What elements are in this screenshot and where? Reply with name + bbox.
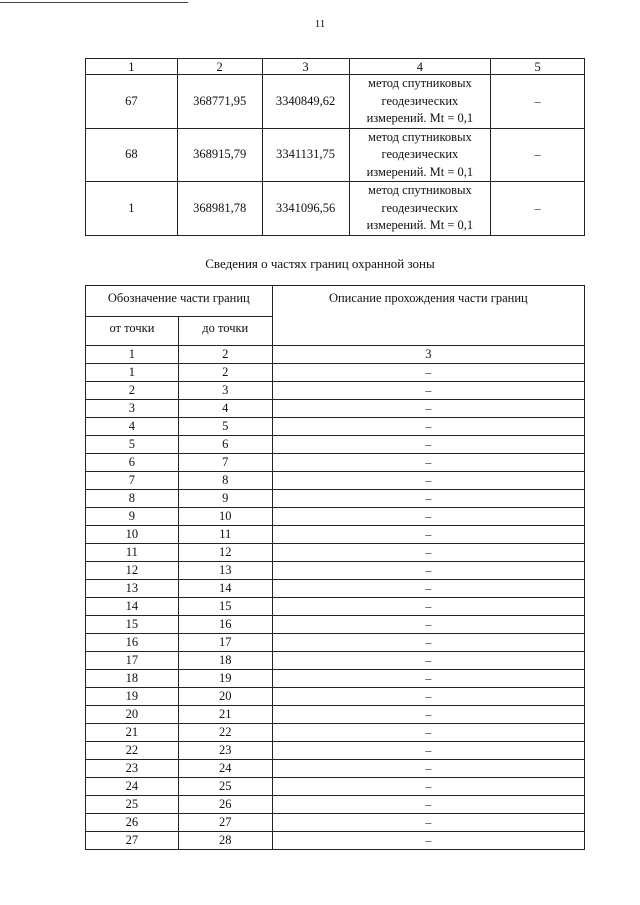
method-cell <box>349 182 491 236</box>
column-number: 2 <box>178 346 272 364</box>
to-point: 17 <box>178 634 272 652</box>
method-cell <box>349 75 491 129</box>
boundary-parts-table <box>85 285 585 850</box>
from-point: 20 <box>86 706 179 724</box>
from-point: 19 <box>86 688 179 706</box>
method-line: геодезических <box>381 147 459 161</box>
column-number: 3 <box>272 346 584 364</box>
to-point: 2 <box>178 364 272 382</box>
description-cell: – <box>272 382 584 400</box>
to-point: 28 <box>178 832 272 850</box>
column-header: 1 <box>86 59 178 75</box>
column-header: 3 <box>262 59 349 75</box>
description-cell: – <box>272 760 584 778</box>
from-point: 1 <box>86 364 179 382</box>
description-cell: – <box>272 472 584 490</box>
table-row <box>86 760 585 778</box>
method-line: измерений. Mt = 0,1 <box>366 164 474 179</box>
to-point: 25 <box>178 778 272 796</box>
table-row <box>86 490 585 508</box>
description-cell: – <box>272 418 584 436</box>
page-number: 11 <box>314 18 326 30</box>
column-number-row <box>86 346 585 364</box>
description-cell: – <box>272 724 584 742</box>
from-point: 5 <box>86 436 179 454</box>
from-point: 23 <box>86 760 179 778</box>
top-rule <box>0 2 188 3</box>
from-point: 12 <box>86 562 179 580</box>
to-point: 5 <box>178 418 272 436</box>
section-title: Сведения о частях границ охранной зоны <box>205 256 435 271</box>
table-row <box>86 670 585 688</box>
from-point: 18 <box>86 670 179 688</box>
table-row <box>86 688 585 706</box>
table-row <box>86 418 585 436</box>
description-cell: – <box>272 634 584 652</box>
to-point: 6 <box>178 436 272 454</box>
to-point: 24 <box>178 760 272 778</box>
from-point: 14 <box>86 598 179 616</box>
table-row <box>86 634 585 652</box>
column-header: 2 <box>177 59 262 75</box>
table-row <box>86 182 585 236</box>
parts-header-row <box>86 286 585 317</box>
x-coordinate: 368915,79 <box>177 128 262 182</box>
to-point: 11 <box>178 526 272 544</box>
table-row <box>86 382 585 400</box>
description-cell: – <box>272 832 584 850</box>
method-line: метод спутниковых <box>368 129 472 144</box>
from-point: 10 <box>86 526 179 544</box>
table-row <box>86 508 585 526</box>
to-point: 4 <box>178 400 272 418</box>
point-number: 68 <box>86 128 178 182</box>
method-line: измерений. Mt = 0,1 <box>366 218 474 232</box>
table-row <box>86 616 585 634</box>
description-cell: – <box>272 544 584 562</box>
table-row <box>86 778 585 796</box>
to-point: 26 <box>178 796 272 814</box>
description-cell: – <box>272 688 584 706</box>
method-line: метод спутниковых <box>368 76 472 90</box>
table-row <box>86 562 585 580</box>
table-row <box>86 544 585 562</box>
from-point: 9 <box>86 508 179 526</box>
column-header: 4 <box>349 59 491 75</box>
from-point: 24 <box>86 778 179 796</box>
description-cell: – <box>272 364 584 382</box>
to-point-header: до точки <box>178 317 272 346</box>
description-cell: – <box>272 490 584 508</box>
note-cell: – <box>491 182 585 236</box>
from-point: 7 <box>86 472 179 490</box>
from-point: 2 <box>86 382 179 400</box>
group-header: Обозначение части границ <box>86 286 273 317</box>
table-row <box>86 652 585 670</box>
description-cell: – <box>272 742 584 760</box>
table-row <box>86 472 585 490</box>
from-point: 4 <box>86 418 179 436</box>
table-row <box>86 400 585 418</box>
to-point: 13 <box>178 562 272 580</box>
table-row <box>86 706 585 724</box>
description-cell: – <box>272 400 584 418</box>
table-row <box>86 814 585 832</box>
description-cell: – <box>272 526 584 544</box>
y-coordinate: 3340849,62 <box>262 75 349 129</box>
description-cell: – <box>272 580 584 598</box>
to-point: 27 <box>178 814 272 832</box>
description-header: Описание прохождения части границ <box>272 286 584 346</box>
table-row <box>86 436 585 454</box>
y-coordinate: 3341131,75 <box>262 128 349 182</box>
x-coordinate: 368771,95 <box>177 75 262 129</box>
table-row <box>86 526 585 544</box>
description-cell: – <box>272 616 584 634</box>
method-line: метод спутниковых <box>368 183 472 197</box>
description-cell: – <box>272 562 584 580</box>
column-number: 1 <box>86 346 179 364</box>
table-row <box>86 724 585 742</box>
method-line: геодезических <box>381 200 459 215</box>
table-row <box>86 580 585 598</box>
from-point: 13 <box>86 580 179 598</box>
to-point: 21 <box>178 706 272 724</box>
table-row <box>86 598 585 616</box>
from-point: 15 <box>86 616 179 634</box>
to-point: 3 <box>178 382 272 400</box>
to-point: 23 <box>178 742 272 760</box>
to-point: 16 <box>178 616 272 634</box>
table-row <box>86 75 585 129</box>
to-point: 9 <box>178 490 272 508</box>
from-point: 16 <box>86 634 179 652</box>
from-point: 26 <box>86 814 179 832</box>
from-point: 25 <box>86 796 179 814</box>
from-point: 27 <box>86 832 179 850</box>
table-row <box>86 742 585 760</box>
description-cell: – <box>272 454 584 472</box>
description-cell: – <box>272 706 584 724</box>
table-row <box>86 128 585 182</box>
description-cell: – <box>272 598 584 616</box>
description-cell: – <box>272 508 584 526</box>
from-point: 22 <box>86 742 179 760</box>
from-point: 3 <box>86 400 179 418</box>
description-cell: – <box>272 778 584 796</box>
table-row <box>86 832 585 850</box>
to-point: 14 <box>178 580 272 598</box>
point-number: 67 <box>86 75 178 129</box>
to-point: 22 <box>178 724 272 742</box>
to-point: 8 <box>178 472 272 490</box>
coordinates-table <box>85 58 585 236</box>
column-header: 5 <box>491 59 585 75</box>
from-point: 17 <box>86 652 179 670</box>
note-cell: – <box>491 128 585 182</box>
to-point: 18 <box>178 652 272 670</box>
to-point: 15 <box>178 598 272 616</box>
y-coordinate: 3341096,56 <box>262 182 349 236</box>
method-line: геодезических <box>381 93 459 108</box>
to-point: 12 <box>178 544 272 562</box>
from-point: 21 <box>86 724 179 742</box>
description-cell: – <box>272 652 584 670</box>
coordinates-header-row <box>86 59 585 75</box>
description-cell: – <box>272 796 584 814</box>
description-cell: – <box>272 436 584 454</box>
note-cell: – <box>491 75 585 129</box>
from-point-header: от точки <box>86 317 179 346</box>
to-point: 20 <box>178 688 272 706</box>
from-point: 8 <box>86 490 179 508</box>
to-point: 19 <box>178 670 272 688</box>
x-coordinate: 368981,78 <box>177 182 262 236</box>
table-row <box>86 364 585 382</box>
table-row <box>86 454 585 472</box>
point-number: 1 <box>86 182 178 236</box>
to-point: 10 <box>178 508 272 526</box>
method-cell <box>349 128 491 182</box>
from-point: 11 <box>86 544 179 562</box>
method-line: измерений. Mt = 0,1 <box>366 111 474 125</box>
description-cell: – <box>272 670 584 688</box>
from-point: 6 <box>86 454 179 472</box>
description-cell: – <box>272 814 584 832</box>
to-point: 7 <box>178 454 272 472</box>
table-row <box>86 796 585 814</box>
